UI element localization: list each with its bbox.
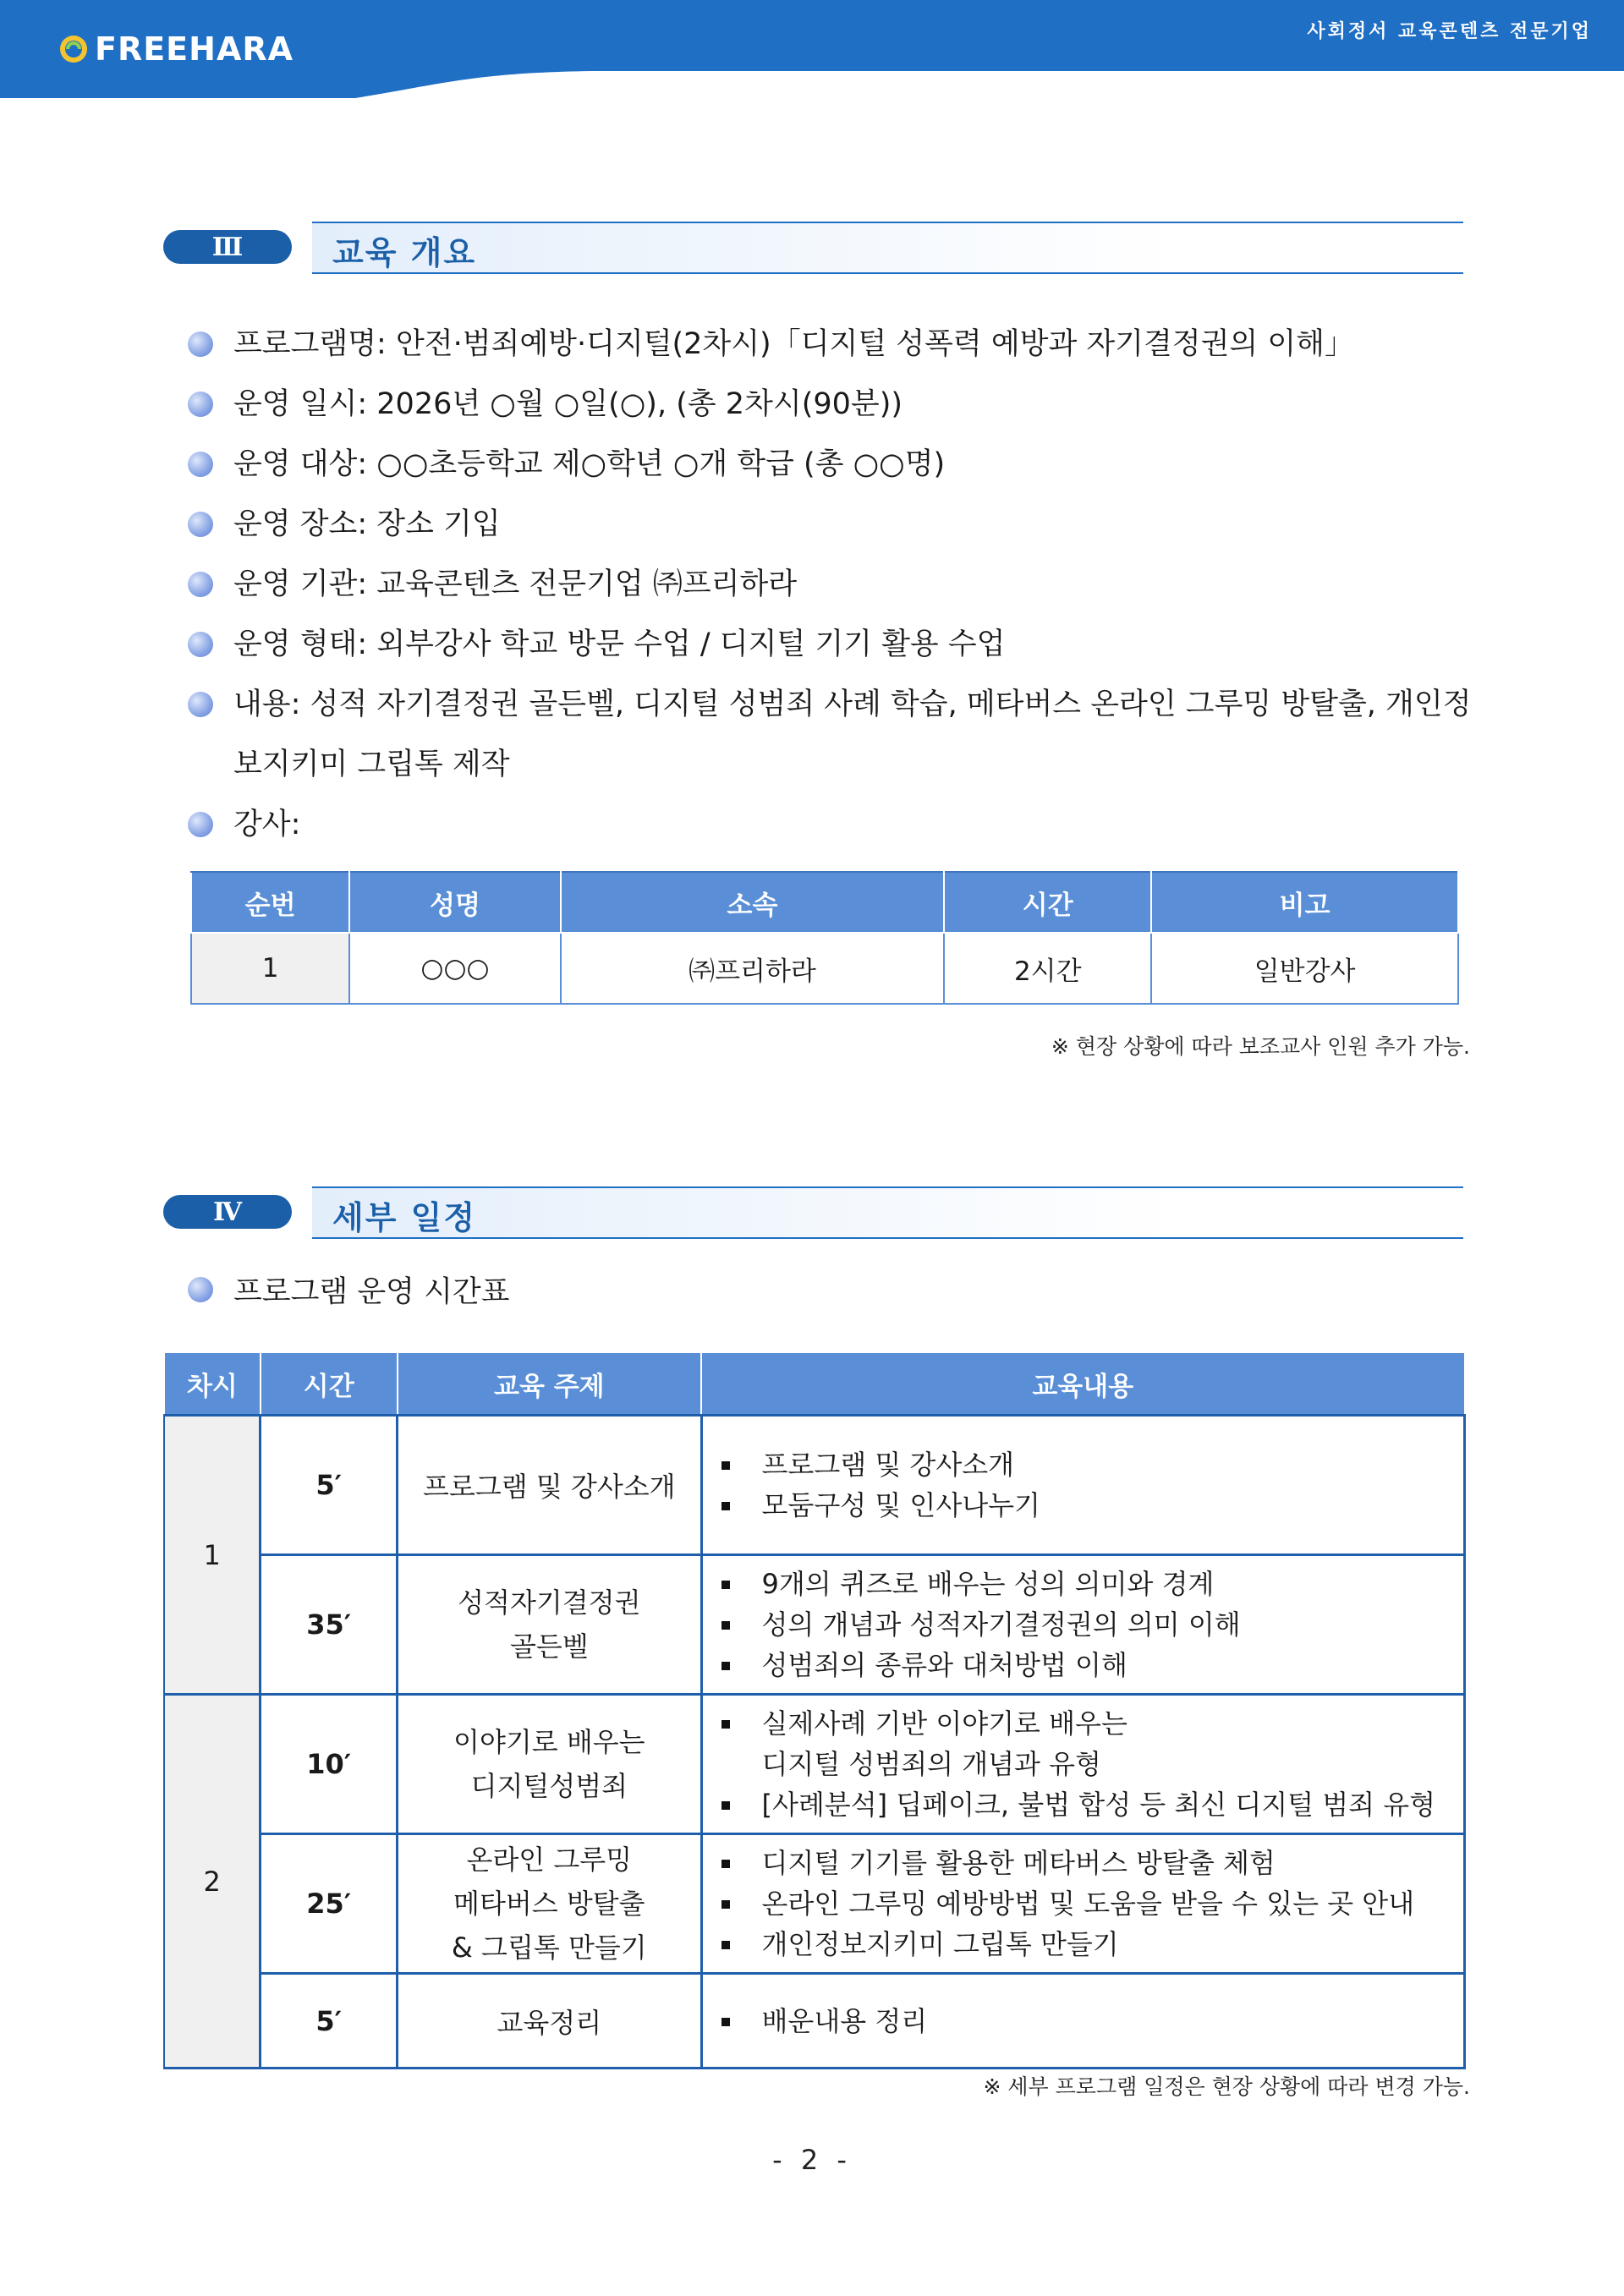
- table-header: 교육내용: [701, 1353, 1465, 1416]
- section-title: 세부 일정: [332, 1199, 477, 1236]
- table-row: [191, 933, 1458, 1004]
- time-cell: 10′: [261, 1695, 398, 1834]
- page-number: - 2 -: [772, 2144, 852, 2176]
- content-cell: [701, 1695, 1465, 1834]
- schedule-bullet: 프로그램 운영 시간표: [188, 1269, 510, 1311]
- bullet-dot-icon: [188, 1277, 213, 1302]
- list-item: 운영 장소: 장소 기입: [188, 495, 1473, 555]
- table-cell: 2시간: [944, 933, 1151, 1004]
- table-header-row: [191, 872, 1458, 933]
- schedule-table: [163, 1353, 1466, 2069]
- list-item: 모둠구성 및 인사나누기: [718, 1485, 1463, 1526]
- list-item: 운영 형태: 외부강사 학교 방문 수업 / 디지털 기기 활용 수업: [188, 615, 1473, 675]
- content-cell: [701, 1834, 1465, 1974]
- table-header-row: [164, 1353, 1465, 1416]
- time-cell: 5′: [261, 1416, 398, 1555]
- list-item: 디지털 기기를 활용한 메타버스 방탈출 체험: [718, 1843, 1463, 1883]
- table-row: [164, 1416, 1465, 1555]
- table-row: [164, 1974, 1465, 2069]
- bullet-dot-icon: [188, 572, 213, 597]
- table-header: 교육 주제: [398, 1353, 701, 1416]
- bullet-dot-icon: [188, 512, 213, 537]
- bullet-dot-icon: [188, 632, 213, 657]
- section-header-schedule: [163, 1186, 1463, 1239]
- instructor-note: ※ 현장 상황에 따라 보조교사 인원 추가 가능.: [1051, 1034, 1470, 1059]
- table-header: 시간: [261, 1353, 398, 1416]
- list-item: 9개의 퀴즈로 배우는 성의 의미와 경계: [718, 1564, 1463, 1604]
- section-title-bar: [312, 1186, 1463, 1239]
- table-cell: 일반강사: [1151, 933, 1458, 1004]
- header-tagline: 사회정서 교육콘텐츠 전문기업: [1307, 21, 1592, 42]
- list-item: 성범죄의 종류와 대처방법 이해: [718, 1645, 1463, 1685]
- bullet-dot-icon: [188, 452, 213, 477]
- session-number: 1: [164, 1416, 261, 1695]
- table-cell: 1: [191, 933, 349, 1004]
- table-row: [164, 1555, 1465, 1695]
- list-item: 실제사례 기반 이야기로 배우는 디지털 성범죄의 개념과 유형: [718, 1703, 1463, 1784]
- list-item: 운영 일시: 2026년 ○월 ○일(○), (총 2차시(90분)): [188, 375, 1473, 435]
- list-item: 개인정보지키미 그립톡 만들기: [718, 1924, 1463, 1964]
- time-cell: 5′: [261, 1974, 398, 2069]
- instructor-table: [190, 871, 1459, 1005]
- logo-text: FREEHARA: [95, 30, 294, 68]
- bullet-dot-icon: [188, 392, 213, 417]
- list-item: 프로그램 및 강사소개: [718, 1444, 1463, 1485]
- table-header: 소속: [561, 872, 945, 933]
- list-item: 운영 대상: ○○초등학교 제○학년 ○개 학급 (총 ○○명): [188, 435, 1473, 495]
- topic-cell: 성적자기결정권 골든벨: [398, 1555, 701, 1695]
- schedule-note: ※ 세부 프로그램 일정은 현장 상황에 따라 변경 가능.: [983, 2074, 1470, 2099]
- section-number: Ⅳ: [163, 1195, 292, 1229]
- table-header: 차시: [164, 1353, 261, 1416]
- list-item: 온라인 그루밍 예방방법 및 도움을 받을 수 있는 곳 안내: [718, 1883, 1463, 1924]
- content-cell: [701, 1974, 1465, 2069]
- list-item: 배운내용 정리: [718, 2001, 1463, 2041]
- topic-cell: 교육정리: [398, 1974, 701, 2069]
- list-item: 내용: 성적 자기결정권 골든벨, 디지털 성범죄 사례 학습, 메타버스 온라인 그루밍 방탈출, 개인정보지키미 그립톡 제작: [188, 675, 1473, 795]
- section-title-bar: [312, 222, 1463, 274]
- table-header: 비고: [1151, 872, 1458, 933]
- table-header: 순번: [191, 872, 349, 933]
- bullet-dot-icon: [188, 692, 213, 717]
- topic-cell: 온라인 그루밍 메타버스 방탈출 & 그립톡 만들기: [398, 1834, 701, 1974]
- table-header: 성명: [349, 872, 560, 933]
- content-cell: [701, 1416, 1465, 1555]
- topic-cell: 이야기로 배우는 디지털성범죄: [398, 1695, 701, 1834]
- topic-cell: 프로그램 및 강사소개: [398, 1416, 701, 1555]
- table-cell: ㈜프리하라: [561, 933, 945, 1004]
- section-number: Ⅲ: [163, 230, 292, 264]
- list-item: 운영 기관: 교육콘텐츠 전문기업 ㈜프리하라: [188, 555, 1473, 615]
- list-item: 성의 개념과 성적자기결정권의 의미 이해: [718, 1604, 1463, 1645]
- logo: [58, 29, 294, 69]
- bullet-dot-icon: [188, 332, 213, 357]
- time-cell: 35′: [261, 1555, 398, 1695]
- section-header-overview: [163, 222, 1463, 274]
- table-cell: ○○○: [349, 933, 560, 1004]
- bullet-dot-icon: [188, 812, 213, 837]
- list-item: [사례분석] 딥페이크, 불법 합성 등 최신 디지털 범죄 유형: [718, 1784, 1463, 1825]
- overview-bullet-list: [188, 315, 1473, 855]
- table-header: 시간: [944, 872, 1151, 933]
- list-item: 강사:: [188, 795, 1473, 855]
- table-row: [164, 1695, 1465, 1834]
- time-cell: 25′: [261, 1834, 398, 1974]
- session-number: 2: [164, 1695, 261, 2069]
- list-item: 프로그램명: 안전·범죄예방·디지털(2차시)「디지털 성폭력 예방과 자기결정권의 이해」: [188, 315, 1473, 375]
- table-row: [164, 1834, 1465, 1974]
- logo-globe-icon: [58, 33, 90, 65]
- section-title: 교육 개요: [332, 234, 477, 271]
- content-cell: [701, 1555, 1465, 1695]
